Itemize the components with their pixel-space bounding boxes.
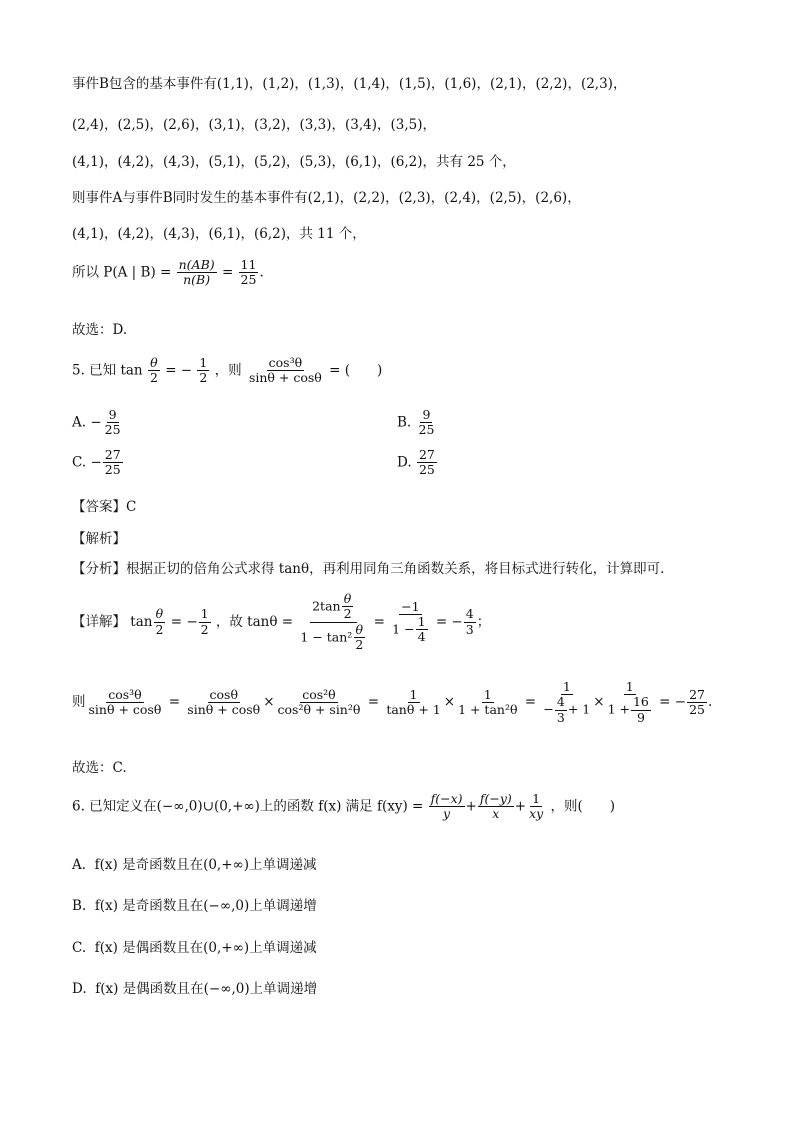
option-text: f(x) 是奇函数且在(0,+∞)上单调递减 (94, 857, 317, 873)
num-fraction-1 (541, 680, 592, 725)
frac-den: sinθ + cosθ (88, 702, 162, 718)
option-letter: D. (72, 981, 87, 997)
frac-num: 1 (562, 679, 571, 694)
option-text: f(x) 是偶函数且在(0,+∞)上单调递减 (94, 940, 317, 956)
frac-num: cos³θ (108, 686, 142, 702)
frac-den: sinθ + cosθ (187, 702, 261, 718)
prob-den: n(B) (183, 272, 211, 288)
q5-option-b (397, 408, 437, 438)
q6-option-c (72, 936, 317, 956)
frac-den: cos²θ + sin²θ (277, 702, 361, 718)
frac-den: 25 (418, 462, 435, 478)
ans-num: 11 (240, 257, 257, 272)
frac-num: θ (150, 355, 158, 370)
target-fraction (87, 688, 164, 718)
q4-sol-line-4: 则事件A与事件B同时发生的基本事件有(2,1)，(2,2)，(2,3)，(2,4)，(2,5)，(2,6)， (72, 190, 581, 206)
q5-stem (72, 356, 382, 386)
frac-num: 1 (409, 686, 418, 702)
frac-den: 3 (465, 621, 474, 637)
q6-stem-a: 6. 已知定义在(−∞,0)∪(0,+∞)上的函数 f(x) 满足 f(xy) = (72, 798, 424, 815)
prob-num: n(AB) (178, 257, 215, 272)
eq-neg: = − (165, 362, 193, 379)
q5-option-a (72, 408, 124, 438)
option-letter: D. (397, 454, 412, 471)
frac-num: 9 (108, 407, 117, 422)
frac-num: θ (155, 606, 164, 622)
frac-num: 2tan $\frac{\theta}{2}$ (310, 592, 356, 623)
semicolon: ； (476, 613, 491, 630)
one-over-xy (527, 792, 545, 822)
q6-option-a (72, 853, 317, 873)
frac-num: 1 (532, 791, 541, 806)
q6-option-d (72, 977, 317, 997)
frac-den: x (492, 806, 500, 822)
eq-paren: = ( ) (329, 362, 383, 379)
tan-fraction-2 (456, 688, 519, 718)
q6-then: ，则( ) (550, 798, 616, 815)
frac-num: −1 (401, 598, 420, 614)
prob-answer-fraction (239, 258, 259, 288)
q4-sol-line-5: (4,1)，(4,2)，(4,3)，(6,1)，(6,2)，共 11 个， (72, 226, 366, 242)
q5-choice: 故选：C. (72, 760, 127, 776)
option-letter: B. (397, 414, 412, 431)
frac-den: 25 (689, 702, 705, 718)
frac-den: 2 (199, 370, 208, 386)
option-letter: C. (72, 454, 87, 471)
q4-choice: 故选：D. (72, 322, 128, 338)
frac-num: cos³θ (268, 355, 303, 370)
frac-num: 27 (418, 447, 435, 462)
option-fraction (103, 448, 123, 478)
eq-neg: = − (435, 613, 463, 630)
q5-analysis: 【分析】根据正切的倍角公式求得 tanθ，再利用同角三角函数关系，将目标式进行转化，计算即可. (72, 561, 665, 577)
q5-detail-2: 则 $\frac{\text{cos³θ}}{\sin\theta + \cos\theta}$ = $\frac{\cos\theta}{\sin\theta + \cos\theta}$ × $\frac{\text{cos²θ}}{\text{cos²θ + sin²θ}}$ = $\frac{1}{\tan\theta + 1}$ × $\frac{1}{\text{1 + tan²θ}}$ = 1 − $\frac{4}{3}$ + 1 × 1 1 + $\frac{16}{9}$ = − $\frac{27}{25}$ . (72, 679, 713, 725)
frac-num: 1 (483, 686, 492, 702)
prob-fraction (177, 258, 217, 288)
four-thirds (464, 607, 476, 637)
option-fraction (417, 448, 437, 478)
frac-num: 1 (625, 679, 634, 694)
frac-num: 1 (199, 355, 208, 370)
frac-num: f(−y) (479, 791, 512, 806)
frac-num: 27 (689, 686, 705, 702)
option-sign: − (90, 454, 102, 471)
num-fraction-2 (606, 680, 654, 725)
frac-num: 9 (422, 407, 431, 422)
frac-den: 25 (418, 422, 435, 438)
frac-den: 25 (104, 462, 121, 478)
frac-den: 25 (104, 422, 121, 438)
frac-den: − $\frac{4}{3}$ + 1 (543, 694, 591, 725)
frac-den: xy (529, 806, 544, 822)
frac-num: 1 (200, 606, 209, 622)
frac-num: cosθ (209, 686, 238, 702)
result-fraction (687, 688, 707, 718)
ans-den: 25 (240, 272, 257, 288)
option-text: f(x) 是奇函数且在(−∞,0)上单调递增 (94, 898, 317, 914)
theta-over-2 (148, 356, 160, 386)
target-fraction (247, 356, 324, 386)
one-over-2 (199, 607, 211, 637)
q6-stem: 6. 已知定义在(−∞,0)∪(0,+∞)上的函数 f(x) 满足 f(xy) = $\frac{f(-x)}{y}$ + $\frac{f(-y)}{x}$ + $\frac{1}{xy}$ ，则( ) (72, 791, 616, 822)
tan-fraction-1 (384, 688, 442, 718)
option-letter: A. (72, 857, 87, 873)
period: . (259, 264, 264, 281)
option-fraction (417, 408, 437, 438)
option-letter: B. (72, 898, 87, 914)
frac-num: 27 (104, 447, 121, 462)
comma-then: ，则 (214, 362, 242, 379)
q5-option-c (72, 448, 124, 478)
frac-den: 2 (200, 621, 209, 637)
q4-sol-line-1: 事件B包含的基本事件有(1,1)，(1,2)，(1,3)，(1,4)，(1,5)，(1,6)，(2,1)，(2,2)，(2,3)， (72, 76, 627, 92)
detail-label: 【详解】 (72, 613, 126, 630)
frac-num: 4 (465, 606, 474, 622)
one-over-2 (197, 356, 209, 386)
option-text: f(x) 是偶函数且在(−∞,0)上单调递增 (95, 981, 318, 997)
double-angle-fraction (298, 592, 368, 653)
frac-num: f(−x) (430, 791, 463, 806)
q5-detail-1: 【详解】 tan $\frac{\theta}{2}$ = − $\frac{1}{2}$ ，故 tanθ = 2tan $\frac{\theta}{2}$ 1 − tan² $\frac{\theta}{2}$ = −1 1 − $\frac{1}{4}$ = − $\frac{4}{3}$ ； (72, 591, 491, 653)
frac-den: 1 + tan²θ (458, 702, 518, 718)
q6-option-b (72, 894, 317, 914)
then-word: 则 (72, 694, 86, 711)
value-fraction (390, 600, 430, 645)
frac-den: 1 − $\frac{1}{4}$ (392, 614, 426, 645)
fnx-over-y (429, 792, 465, 822)
split-fraction-1 (185, 688, 262, 718)
frac-den: y (443, 806, 451, 822)
frac-den: sinθ + cosθ (248, 370, 322, 386)
frac-den: tanθ + 1 (386, 702, 441, 718)
frac-den: 2 (149, 370, 158, 386)
option-letter: C. (72, 940, 87, 956)
q5-analysis-head: 【解析】 (72, 531, 126, 547)
q5-stem-a: 5. 已知 tan (72, 362, 143, 379)
theta-over-2 (153, 607, 165, 637)
eq-sign: = (221, 264, 234, 281)
option-sign: − (90, 414, 102, 431)
q5-option-d (397, 448, 438, 478)
split-fraction-2 (276, 688, 363, 718)
q4-sol-line-3: (4,1)，(4,2)，(4,3)，(5,1)，(5,2)，(5,3)，(6,1)，(6,2)，共有 25 个， (72, 154, 516, 170)
frac-den: 2 (155, 621, 164, 637)
eq-neg: = − (170, 613, 198, 630)
frac-den: 1 − tan² $\frac{\theta}{2}$ (300, 621, 364, 653)
detail-mid: ，故 tanθ = (215, 613, 294, 630)
option-letter: A. (72, 414, 87, 431)
q4-prob-formula (72, 258, 264, 288)
q5-answer: 【答案】C (72, 499, 137, 515)
q4-sol-line-2: (2,4)，(2,5)，(2,6)，(3,1)，(3,2)，(3,3)，(3,4)，(3,5)， (72, 117, 437, 133)
option-fraction (103, 408, 123, 438)
fny-over-x (478, 792, 514, 822)
prob-prefix: 所以 P(A | B) = (72, 264, 176, 281)
frac-num: cos²θ (302, 686, 336, 702)
frac-den: 1 + $\frac{16}{9}$ (607, 694, 649, 725)
